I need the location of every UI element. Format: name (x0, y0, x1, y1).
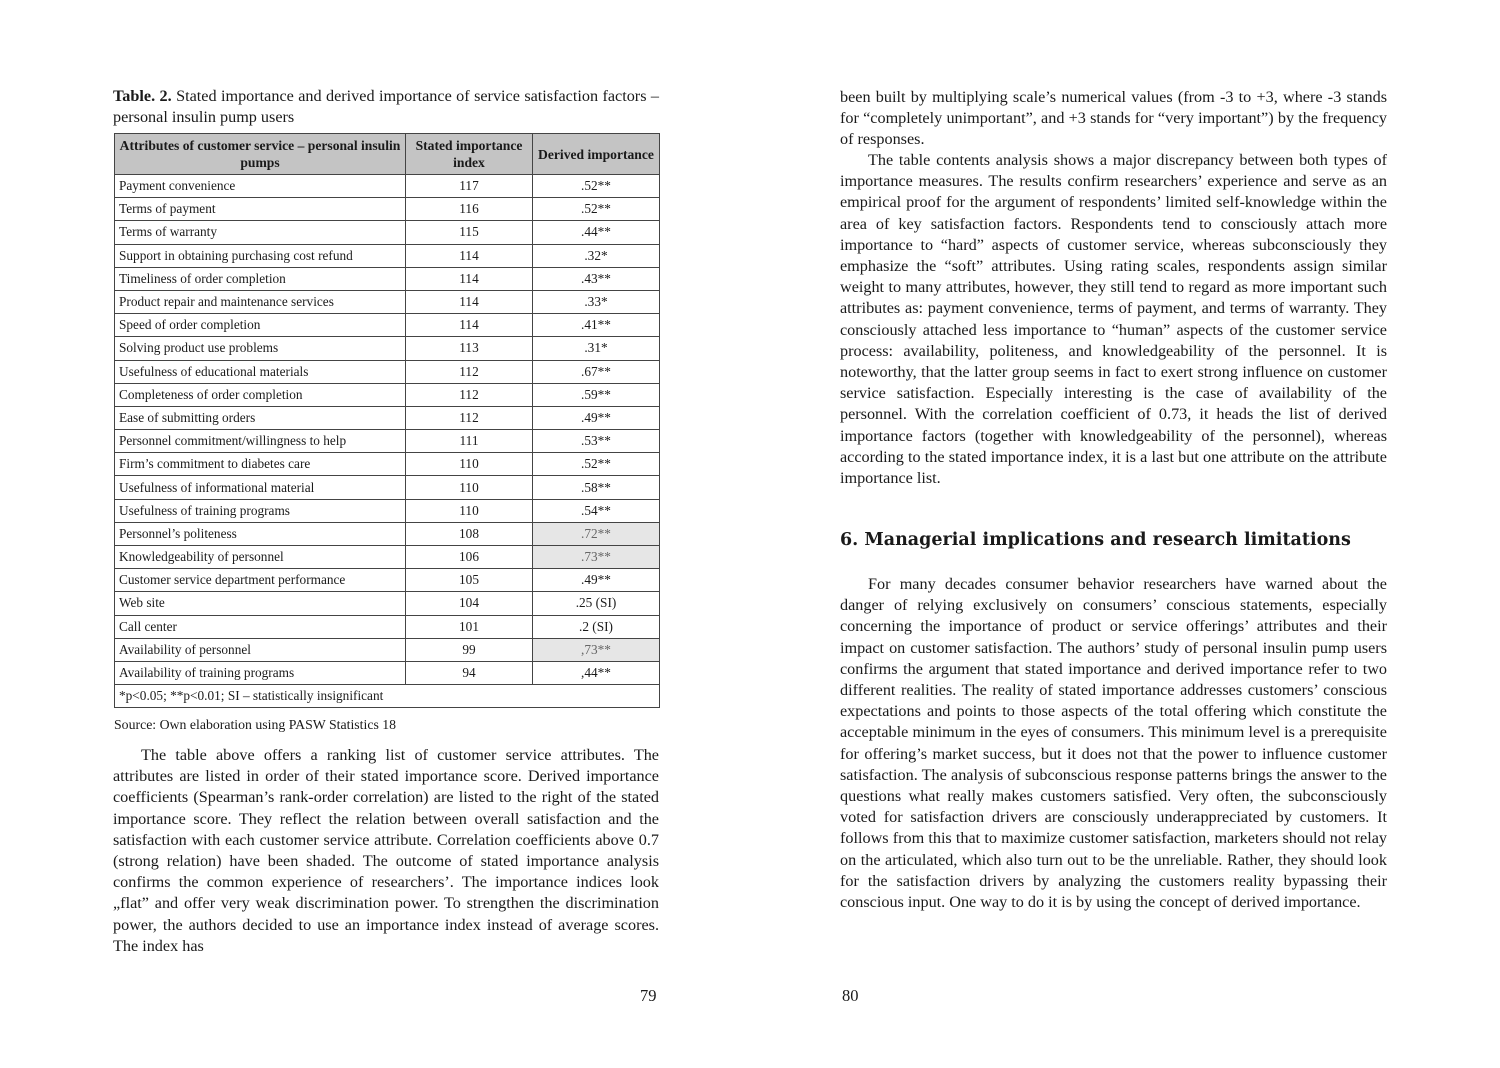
table-caption-label: Table. 2. (113, 87, 172, 105)
cell-stated-importance: 114 (406, 290, 533, 313)
cell-stated-importance: 94 (406, 661, 533, 684)
right-paragraph-1: been built by multiplying scale’s numerical values (from -3 to +3, where -3 stands for “completely unimportant”, and +3 stands for “very important”) by the frequency of responses. (840, 88, 1387, 149)
cell-derived-importance: .72** (533, 522, 660, 545)
table-row (115, 267, 660, 290)
cell-derived-importance: .67** (533, 360, 660, 383)
table-row (115, 615, 660, 638)
cell-stated-importance: 106 (406, 546, 533, 569)
cell-derived-importance: .49** (533, 569, 660, 592)
table-row (115, 499, 660, 522)
cell-derived-importance: .2 (SI) (533, 615, 660, 638)
cell-stated-importance: 111 (406, 430, 533, 453)
table-footnote: *p<0.05; **p<0.01; SI – statistically insignificant (115, 685, 660, 708)
cell-derived-importance: .58** (533, 476, 660, 499)
cell-derived-importance: .54** (533, 499, 660, 522)
cell-stated-importance: 115 (406, 221, 533, 244)
cell-derived-importance: .32* (533, 244, 660, 267)
table-row (115, 198, 660, 221)
cell-derived-importance: .25 (SI) (533, 592, 660, 615)
cell-derived-importance: .73** (533, 546, 660, 569)
cell-stated-importance: 113 (406, 337, 533, 360)
cell-stated-importance: 112 (406, 360, 533, 383)
cell-attribute: Product repair and maintenance services (115, 290, 406, 313)
cell-derived-importance: .52** (533, 175, 660, 198)
cell-attribute: Knowledgeability of personnel (115, 546, 406, 569)
cell-stated-importance: 116 (406, 198, 533, 221)
cell-derived-importance: .33* (533, 290, 660, 313)
table-row (115, 453, 660, 476)
table-row (115, 337, 660, 360)
table-row (115, 175, 660, 198)
cell-stated-importance: 105 (406, 569, 533, 592)
cell-attribute: Timeliness of order completion (115, 267, 406, 290)
table-row (115, 221, 660, 244)
cell-stated-importance: 112 (406, 383, 533, 406)
table-row (115, 476, 660, 499)
table-row (115, 244, 660, 267)
cell-stated-importance: 101 (406, 615, 533, 638)
cell-stated-importance: 110 (406, 476, 533, 499)
header-stated-importance: Stated importance index (406, 134, 533, 175)
table-header-row (115, 134, 660, 175)
table-row (115, 638, 660, 661)
cell-stated-importance: 110 (406, 453, 533, 476)
cell-derived-importance: .43** (533, 267, 660, 290)
table-row (115, 290, 660, 313)
cell-attribute: Personnel commitment/willingness to help (115, 430, 406, 453)
cell-attribute: Personnel’s politeness (115, 522, 406, 545)
cell-derived-importance: .53** (533, 430, 660, 453)
cell-attribute: Support in obtaining purchasing cost refund (115, 244, 406, 267)
table-caption (113, 86, 659, 128)
cell-attribute: Completeness of order completion (115, 383, 406, 406)
cell-derived-importance: .41** (533, 314, 660, 337)
table-row (115, 661, 660, 684)
cell-stated-importance: 114 (406, 244, 533, 267)
cell-stated-importance: 104 (406, 592, 533, 615)
right-paragraph-3: For many decades consumer behavior researchers have warned about the danger of relying exclusively on consumers’ conscious statements, especially concerning the importance of product or service offerings’ attributes and their impact on customer satisfaction. The authors’ study of personal insulin pump users confirms the argument that stated importance and derived importance refer to two different realities. The reality of stated importance addresses customers’ conscious expectations and points to those aspects of the total offering which constitute the acceptable minimum in the eyes of consumers. This minimum level is a prerequisite for offering’s market success, but it does not that the power to influence customer satisfaction. The analysis of subconscious response patterns brings the answer to the questions what really makes customers satisfied. Very often, the subconsciously voted for satisfaction drivers are consciously underappreciated by customers. It follows from this that to maximize customer satisfaction, marketers should not relay on the articulated, which also turn out to be the unreliable. Rather, they should look for the satisfaction drivers by analyzing the customers reality bypassing their conscious input. One way to do it is by using the concept of derived importance. (840, 575, 1387, 912)
cell-attribute: Availability of training programs (115, 661, 406, 684)
importance-table (114, 133, 660, 708)
cell-attribute: Speed of order completion (115, 314, 406, 337)
cell-stated-importance: 112 (406, 406, 533, 429)
header-attributes: Attributes of customer service – personal insulin pumps (115, 134, 406, 175)
cell-derived-importance: .52** (533, 453, 660, 476)
cell-stated-importance: 108 (406, 522, 533, 545)
table-source: Source: Own elaboration using PASW Statistics 18 (114, 717, 397, 732)
table-body (115, 175, 660, 685)
cell-stated-importance: 99 (406, 638, 533, 661)
left-paragraph: The table above offers a ranking list of customer service attributes. The attributes are listed in order of their stated importance score. Derived importance coefficients (Spearman’s rank-order correlation) are listed to the right of the stated importance score. They reflect the relation between overall satisfaction and the satisfaction with each customer service attribute. Correlation coefficients above 0.7 (strong relation) have been shaded. The outcome of stated importance analysis confirms the common experience of researchers’. The importance indices look „flat” and offer very weak discrimination power. To strengthen the discrimination power, the authors decided to use an importance index instead of average scores. The index has (113, 746, 659, 955)
cell-attribute: Customer service department performance (115, 569, 406, 592)
table-row (115, 360, 660, 383)
cell-attribute: Terms of payment (115, 198, 406, 221)
table-row (115, 569, 660, 592)
table-row (115, 383, 660, 406)
table-row (115, 406, 660, 429)
right-paragraph-2: The table contents analysis shows a major discrepancy between both types of importance measures. The results confirm researchers’ experience and serve as an empirical proof for the argument of respondents’ limited self-knowledge within the area of key satisfaction factors. Respondents tend to consciously attach more importance to “hard” aspects of customer service, whereas subconsciously they emphasize the “soft” attributes. Using rating scales, respondents assign similar weight to many attributes, however, they still tend to regard as more important such attributes as: payment convenience, terms of payment, and terms of warranty. They consciously attached less importance to “human” aspects of the customer service process: availability, politeness, and knowledgeability of the personnel. It is noteworthy, that the latter group seems in fact to exert strong influence on customer service satisfaction. Especially interesting is the case of availability of the personnel. With the correlation coefficient of 0.73, it heads the list of derived importance factors (together with knowledgeability of the personnel), whereas according to the stated importance index, it is a last but one attribute on the attribute importance list. (840, 151, 1387, 488)
page-number-left: 79 (640, 986, 657, 1005)
table-footnote-row (115, 685, 660, 708)
table-row (115, 522, 660, 545)
section-heading: 6. Managerial implications and research limitations (840, 530, 1351, 550)
cell-derived-importance: .52** (533, 198, 660, 221)
cell-derived-importance: ,44** (533, 661, 660, 684)
cell-attribute: Web site (115, 592, 406, 615)
cell-attribute: Firm’s commitment to diabetes care (115, 453, 406, 476)
cell-derived-importance: .31* (533, 337, 660, 360)
cell-derived-importance: .59** (533, 383, 660, 406)
cell-stated-importance: 110 (406, 499, 533, 522)
cell-stated-importance: 117 (406, 175, 533, 198)
cell-attribute: Solving product use problems (115, 337, 406, 360)
cell-stated-importance: 114 (406, 267, 533, 290)
cell-stated-importance: 114 (406, 314, 533, 337)
table-row (115, 592, 660, 615)
cell-attribute: Usefulness of training programs (115, 499, 406, 522)
table-row (115, 314, 660, 337)
cell-attribute: Usefulness of educational materials (115, 360, 406, 383)
cell-derived-importance: .44** (533, 221, 660, 244)
cell-derived-importance: .49** (533, 406, 660, 429)
header-derived-importance: Derived importance (533, 134, 660, 175)
table-row (115, 430, 660, 453)
cell-attribute: Availability of personnel (115, 638, 406, 661)
cell-attribute: Terms of warranty (115, 221, 406, 244)
page-number-right: 80 (842, 986, 859, 1005)
cell-attribute: Call center (115, 615, 406, 638)
cell-attribute: Usefulness of informational material (115, 476, 406, 499)
cell-derived-importance: ,73** (533, 638, 660, 661)
cell-attribute: Payment convenience (115, 175, 406, 198)
table-caption-text: Stated importance and derived importance of service satisfaction factors – personal insulin pump users (113, 87, 660, 126)
cell-attribute: Ease of submitting orders (115, 406, 406, 429)
table-row (115, 546, 660, 569)
